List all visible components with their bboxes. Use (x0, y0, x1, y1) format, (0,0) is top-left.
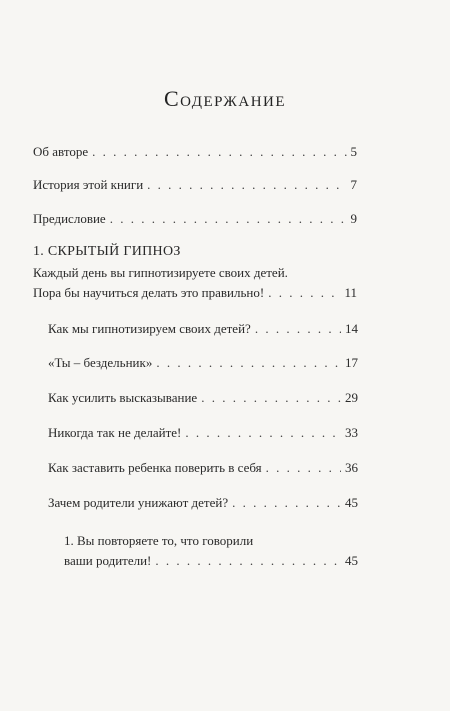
toc-entry-preface[interactable] (33, 211, 357, 227)
toc-page-number: 17 (345, 355, 358, 370)
dot-leader (268, 285, 340, 301)
dot-leader (147, 177, 346, 193)
toc-page-number: 11 (344, 285, 357, 300)
dot-leader (232, 495, 341, 511)
toc-entry-how-we-hypnotize[interactable] (48, 321, 358, 337)
dot-leader (201, 390, 341, 406)
page-title: Содержание (163, 86, 287, 111)
toc-page-number: 29 (345, 390, 358, 405)
toc-page-number: 33 (345, 425, 358, 440)
toc-entry-label: Предисловие (33, 211, 106, 226)
toc-entry-label: Как усилить высказывание (48, 390, 198, 405)
toc-entry-label: Зачем родители унижают детей? (48, 495, 229, 510)
toc-entry-repeat-parents[interactable] (64, 553, 358, 569)
dot-leader (110, 211, 347, 227)
toc-page-number: 36 (345, 460, 358, 475)
toc-entry-chapter1[interactable] (33, 285, 357, 301)
toc-page-number: 14 (345, 321, 358, 336)
toc-entry-make-believe[interactable] (48, 460, 358, 476)
dot-leader (155, 553, 341, 569)
toc-page-number: 5 (350, 144, 357, 159)
toc-entry-label: «Ты – бездельник» (48, 355, 153, 370)
toc-entry-strengthen-statement[interactable] (48, 390, 358, 406)
toc-entry-never-do[interactable] (48, 425, 358, 441)
toc-entry-label: Как мы гипнотизируем своих детей? (48, 321, 251, 336)
toc-entry-label: История этой книги (33, 177, 144, 192)
toc-entry-label: Пора бы научиться делать это правильно! (33, 285, 265, 300)
toc-entry-book-history[interactable] (33, 177, 357, 193)
toc-page-number: 45 (345, 553, 358, 568)
toc-page-number: 45 (345, 495, 358, 510)
dot-leader (266, 460, 341, 476)
toc-page-number: 9 (350, 211, 357, 226)
toc-entry-you-idler[interactable] (48, 355, 358, 371)
dot-leader (185, 425, 341, 441)
dot-leader (255, 321, 341, 337)
toc-entry-label: ваши родители! (64, 553, 152, 568)
chapter-heading[interactable]: 1. СКРЫТЫЙ ГИПНОЗ (33, 244, 181, 259)
toc-page-number: 7 (350, 177, 357, 192)
toc-entry-about-author[interactable] (33, 144, 357, 160)
dot-leader (92, 144, 346, 160)
dot-leader (156, 355, 341, 371)
toc-subentry-line1: 1. Вы повторяете то, что говорили (64, 533, 254, 548)
toc-entry-label: Никогда так не делайте! (48, 425, 182, 440)
toc-entry-label: Как заставить ребенка поверить в себя (48, 460, 262, 475)
chapter-subtitle-line1: Каждый день вы гипнотизируете своих детей. (33, 265, 288, 280)
toc-entry-why-humiliate[interactable] (48, 495, 358, 511)
toc-entry-label: Об авторе (33, 144, 89, 159)
